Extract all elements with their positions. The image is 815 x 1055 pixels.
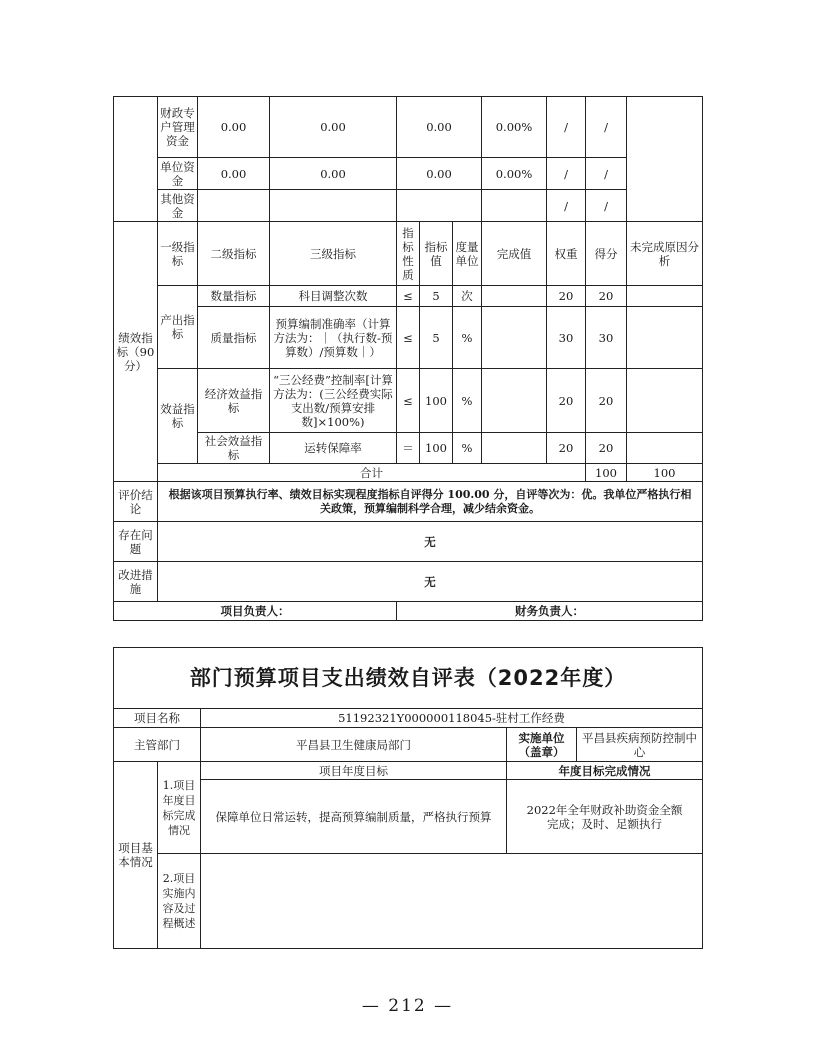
performance-table <box>113 96 703 621</box>
fund-rate: 0.00% <box>482 97 547 158</box>
fund-score-slash: / <box>586 97 627 158</box>
indicator-score: 20 <box>586 433 627 464</box>
indicator-l2: 社会效益指标 <box>198 433 270 464</box>
indicator-nature: ＝ <box>397 433 420 464</box>
total-weight: 100 <box>586 464 627 482</box>
header-weight: 权重 <box>547 222 586 286</box>
fund-value <box>397 190 482 222</box>
indicator-l2: 经济效益指标 <box>198 369 270 433</box>
total-label: 合计 <box>158 464 586 482</box>
header-level2: 二级指标 <box>198 222 270 286</box>
fund-name: 单位资金 <box>158 158 198 190</box>
indicator-score: 20 <box>586 369 627 433</box>
header-completion: 完成值 <box>482 222 547 286</box>
header-value: 指标值 <box>420 222 453 286</box>
evaluation-text: 根据该项目预算执行率、绩效目标实现程度指标自评得分 100.00 分，自评等次为：优。我单位严格执行相关政策，预算编制科学合理，减少结余资金。 <box>158 482 703 522</box>
annual-goal-header: 项目年度目标 <box>201 762 507 780</box>
implementing-unit-label: 实施单位（盖章） <box>507 728 577 762</box>
form-title-row <box>114 648 703 709</box>
indicator-completion <box>482 433 547 464</box>
signature-row <box>114 602 703 621</box>
indicator-row <box>114 369 703 433</box>
indicator-value: 100 <box>420 433 453 464</box>
indicator-unit: % <box>453 307 482 369</box>
indicator-weight: 20 <box>547 369 586 433</box>
fund-value: 0.00 <box>397 158 482 190</box>
annual-goal-text: 保障单位日常运转，提高预算编制质量，严格执行预算 <box>201 780 507 854</box>
page-number: — 212 — <box>361 996 454 1016</box>
finance-lead-signature: 财务负责人： <box>397 602 703 621</box>
department-row <box>114 728 703 762</box>
fund-value: 0.00 <box>198 97 270 158</box>
indicator-row <box>114 307 703 369</box>
indicator-value: 100 <box>420 369 453 433</box>
fund-value: 0.00 <box>397 97 482 158</box>
fund-score-slash: / <box>586 158 627 190</box>
project-name: 51192321Y000000118045-驻村工作经费 <box>201 709 703 728</box>
project-name-row <box>114 709 703 728</box>
indicator-header-row <box>114 222 703 286</box>
completion-header: 年度目标完成情况 <box>507 762 703 780</box>
indicator-completion <box>482 307 547 369</box>
indicator-l3: 预算编制准确率（计算方法为：｜（执行数-预算数）/预算数｜） <box>270 307 397 369</box>
fund-section-blank <box>114 97 158 222</box>
header-reason: 未完成原因分析 <box>627 222 703 286</box>
indicator-row <box>114 286 703 307</box>
fund-score-slash: / <box>547 190 586 222</box>
fund-row <box>114 190 703 222</box>
indicator-nature: ≤ <box>397 307 420 369</box>
item1-label: 1.项目年度目标完成情况 <box>158 762 201 854</box>
perf-section-label: 绩效指标（90分） <box>114 222 158 482</box>
fund-value: 0.00 <box>270 97 397 158</box>
indicator-l2: 质量指标 <box>198 307 270 369</box>
fund-value: 0.00 <box>270 158 397 190</box>
indicator-completion <box>482 369 547 433</box>
fund-value <box>198 190 270 222</box>
output-indicator-label: 产出指标 <box>158 286 198 369</box>
improvements-row <box>114 562 703 602</box>
indicator-l3: “三公经费”控制率[计算方法为：(三公经费实际支出数/预算安排数]×100%) <box>270 369 397 433</box>
item2-row <box>114 854 703 949</box>
indicator-reason <box>627 369 703 433</box>
indicator-completion <box>482 286 547 307</box>
indicator-value: 5 <box>420 286 453 307</box>
fund-value: 0.00 <box>198 158 270 190</box>
problems-label: 存在问题 <box>114 522 158 562</box>
indicator-reason <box>627 286 703 307</box>
item2-content <box>201 854 703 949</box>
goal-content-row <box>114 780 703 854</box>
self-evaluation-form <box>113 647 703 949</box>
header-unit: 度量单位 <box>453 222 482 286</box>
total-row <box>114 464 703 482</box>
problems-text: 无 <box>158 522 703 562</box>
indicator-weight: 30 <box>547 307 586 369</box>
benefit-indicator-label: 效益指标 <box>158 369 198 464</box>
project-lead-signature: 项目负责人： <box>114 602 397 621</box>
header-level3: 三级指标 <box>270 222 397 286</box>
indicator-weight: 20 <box>547 286 586 307</box>
indicator-nature: ≤ <box>397 286 420 307</box>
department-label: 主管部门 <box>114 728 201 762</box>
header-score: 得分 <box>586 222 627 286</box>
indicator-unit: 次 <box>453 286 482 307</box>
fund-score-slash: / <box>547 97 586 158</box>
fund-rate: 0.00% <box>482 158 547 190</box>
indicator-row <box>114 433 703 464</box>
header-level1: 一级指标 <box>158 222 198 286</box>
indicator-l3: 科目调整次数 <box>270 286 397 307</box>
improvements-text: 无 <box>158 562 703 602</box>
indicator-reason <box>627 307 703 369</box>
indicator-reason <box>627 433 703 464</box>
header-nature: 指标性质 <box>397 222 420 286</box>
basic-info-label: 项目基本情况 <box>114 762 158 949</box>
fund-reason-blank <box>627 97 703 222</box>
project-name-label: 项目名称 <box>114 709 201 728</box>
indicator-unit: % <box>453 369 482 433</box>
improvements-label: 改进措施 <box>114 562 158 602</box>
department: 平昌县卫生健康局部门 <box>201 728 507 762</box>
total-score: 100 <box>627 464 703 482</box>
indicator-l3: 运转保障率 <box>270 433 397 464</box>
indicator-score: 30 <box>586 307 627 369</box>
fund-name: 其他资金 <box>158 190 198 222</box>
indicator-score: 20 <box>586 286 627 307</box>
goal-header-row <box>114 762 703 780</box>
indicator-value: 5 <box>420 307 453 369</box>
implementing-unit: 平昌县疾病预防控制中心 <box>577 728 703 762</box>
indicator-unit: % <box>453 433 482 464</box>
indicator-weight: 20 <box>547 433 586 464</box>
indicator-nature: ≤ <box>397 369 420 433</box>
form-title: 部门预算项目支出绩效自评表（2022年度） <box>114 648 703 709</box>
fund-value <box>270 190 397 222</box>
item2-label: 2.项目实施内容及过程概述 <box>158 854 201 949</box>
fund-score-slash: / <box>547 158 586 190</box>
evaluation-label: 评价结论 <box>114 482 158 522</box>
fund-score-slash: / <box>586 190 627 222</box>
fund-row <box>114 97 703 158</box>
fund-row <box>114 158 703 190</box>
fund-name: 财政专户管理资金 <box>158 97 198 158</box>
completion-text: 2022年全年财政补助资金全额完成；及时、足额执行 <box>507 780 703 854</box>
fund-rate <box>482 190 547 222</box>
problems-row <box>114 522 703 562</box>
evaluation-row <box>114 482 703 522</box>
indicator-l2: 数量指标 <box>198 286 270 307</box>
